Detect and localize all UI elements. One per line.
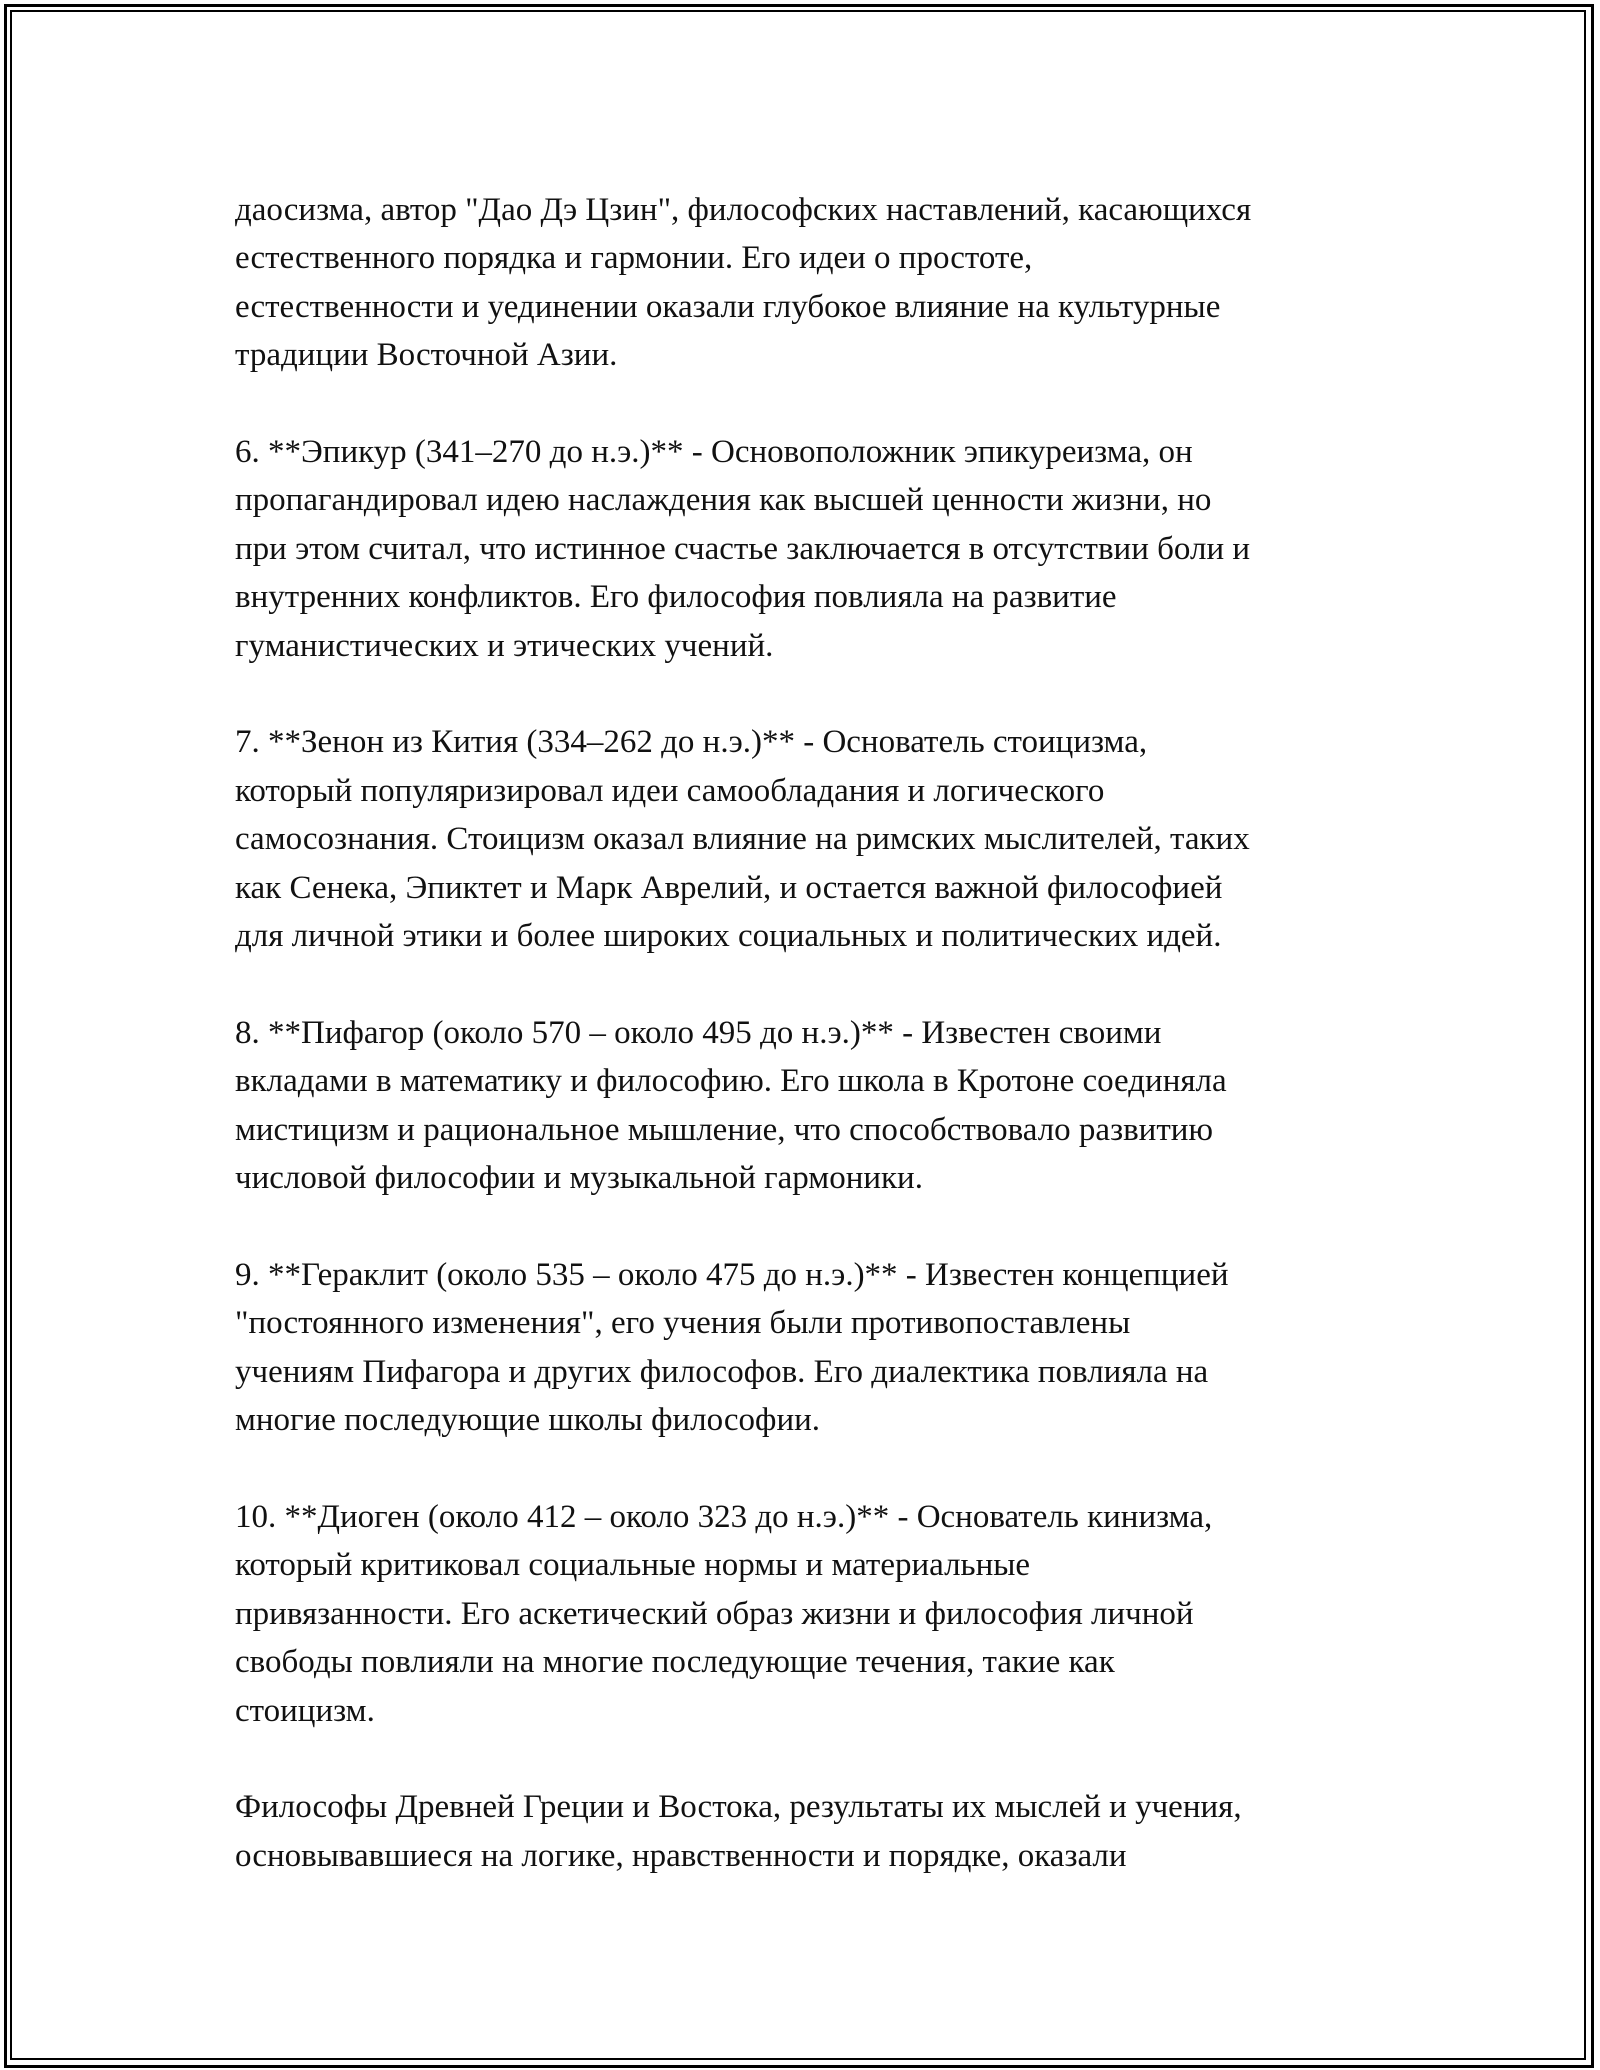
paragraph-zeno [235, 718, 1395, 960]
paragraph-conclusion [235, 1783, 1395, 1880]
text-line: вкладами в математику и философию. Его школа в Кротоне соединяла [235, 1063, 1227, 1100]
text-line: даосизма, автор "Дао Дэ Цзин", философских наставлений, касающихся [235, 192, 1252, 228]
text-line: учениям Пифагора и других философов. Его диалектика повлияла на [235, 1353, 1209, 1390]
text-line: при этом считал, что истинное счастье заключается в отсутствии боли и [235, 530, 1251, 567]
text-line: гуманистических и этических учений. [235, 627, 774, 664]
text-line: пропагандировал идею наслаждения как высшей ценности жизни, но [235, 482, 1212, 519]
text-line: 9. **Гераклит (около 535 – около 475 до н.э.)** - Известен концепцией [235, 1256, 1229, 1293]
text-line: 6. **Эпикур (341–270 до н.э.)** - Основоположник эпикуреизма, он [235, 434, 1193, 471]
paragraph-diogenes [235, 1493, 1395, 1735]
text-line: традиции Восточной Азии. [235, 337, 618, 374]
text-line: основывавшиеся на логике, нравственности и порядке, оказали [235, 1837, 1127, 1874]
text-line: 7. **Зенон из Кития (334–262 до н.э.)** - Основатель стоицизма, [235, 724, 1148, 761]
text-line: 8. **Пифагор (около 570 – около 495 до н.э.)** - Известен своими [235, 1014, 1162, 1051]
text-line: самосознания. Стоицизм оказал влияние на римских мыслителей, таких [235, 821, 1250, 858]
text-line: как Сенека, Эпиктет и Марк Аврелий, и остается важной философией [235, 869, 1223, 906]
paragraph-pythagoras [235, 1009, 1395, 1203]
text-line: 10. **Диоген (около 412 – около 323 до н.э.)** - Основатель кинизма, [235, 1498, 1213, 1535]
paragraph-heraclitus [235, 1251, 1395, 1445]
text-line: свободы повлияли на многие последующие течения, такие как [235, 1644, 1115, 1681]
text-line: Философы Древней Греции и Востока, результаты их мыслей и учения, [235, 1789, 1242, 1826]
paragraph-epicurus [235, 428, 1395, 670]
text-line: стоицизм. [235, 1692, 375, 1729]
text-line: привязанности. Его аскетический образ жизни и философия личной [235, 1595, 1194, 1632]
text-line: естественности и уединении оказали глубокое влияние на культурные [235, 288, 1221, 325]
text-line: многие последующие школы философии. [235, 1402, 821, 1439]
document-body [235, 186, 1395, 1929]
text-line: мистицизм и рациональное мышление, что способствовало развитию [235, 1111, 1214, 1148]
text-line: внутренних конфликтов. Его философия повлияла на развитие [235, 579, 1117, 616]
paragraph-laozi-continuation [235, 186, 1395, 380]
text-line: для личной этики и более широких социальных и политических идей. [235, 918, 1222, 955]
text-line: который критиковал социальные нормы и материальные [235, 1547, 1031, 1584]
text-line: который популяризировал идеи самообладания и логического [235, 772, 1105, 809]
text-line: естественного порядка и гармонии. Его идеи о простоте, [235, 240, 1033, 277]
text-line: числовой философии и музыкальной гармоники. [235, 1160, 923, 1197]
text-line: "постоянного изменения", его учения были противопоставлены [235, 1305, 1131, 1342]
